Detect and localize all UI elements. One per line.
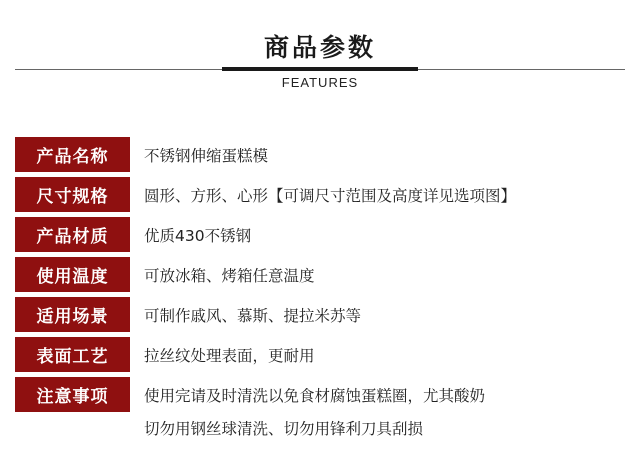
spec-label: 尺寸规格 — [15, 177, 130, 212]
spec-notes-continuation: 切勿用钢丝球清洗、切勿用锋利刀具刮损 — [144, 420, 424, 438]
spec-value: 优质430不锈钢 — [144, 226, 252, 245]
spec-row-scenarios — [15, 297, 635, 332]
header-accent-bar — [222, 67, 418, 71]
spec-label: 适用场景 — [15, 297, 130, 332]
spec-label: 产品名称 — [15, 137, 130, 172]
spec-label: 使用温度 — [15, 257, 130, 292]
spec-label: 注意事项 — [15, 377, 130, 412]
spec-label: 表面工艺 — [15, 337, 130, 372]
spec-value: 使用完请及时清洗以免食材腐蚀蛋糕圈，尤其酸奶 — [144, 386, 486, 405]
spec-row-notes — [15, 377, 635, 412]
spec-row-material — [15, 217, 635, 252]
spec-value: 圆形、方形、心形【可调尺寸范围及高度详见选项图】 — [144, 186, 517, 205]
spec-row-product-name — [15, 137, 635, 172]
spec-table — [15, 137, 635, 417]
spec-value: 不锈钢伸缩蛋糕模 — [144, 146, 269, 165]
spec-value: 可放冰箱、烤箱任意温度 — [144, 266, 315, 285]
spec-row-surface — [15, 337, 635, 372]
spec-value: 可制作戚风、慕斯、提拉米苏等 — [144, 306, 362, 325]
spec-row-temperature — [15, 257, 635, 292]
page-title: 商品参数 — [263, 33, 376, 62]
spec-row-size — [15, 177, 635, 212]
page-subtitle: FEATURES — [281, 75, 359, 90]
spec-value: 拉丝纹处理表面，更耐用 — [144, 346, 315, 365]
spec-label: 产品材质 — [15, 217, 130, 252]
